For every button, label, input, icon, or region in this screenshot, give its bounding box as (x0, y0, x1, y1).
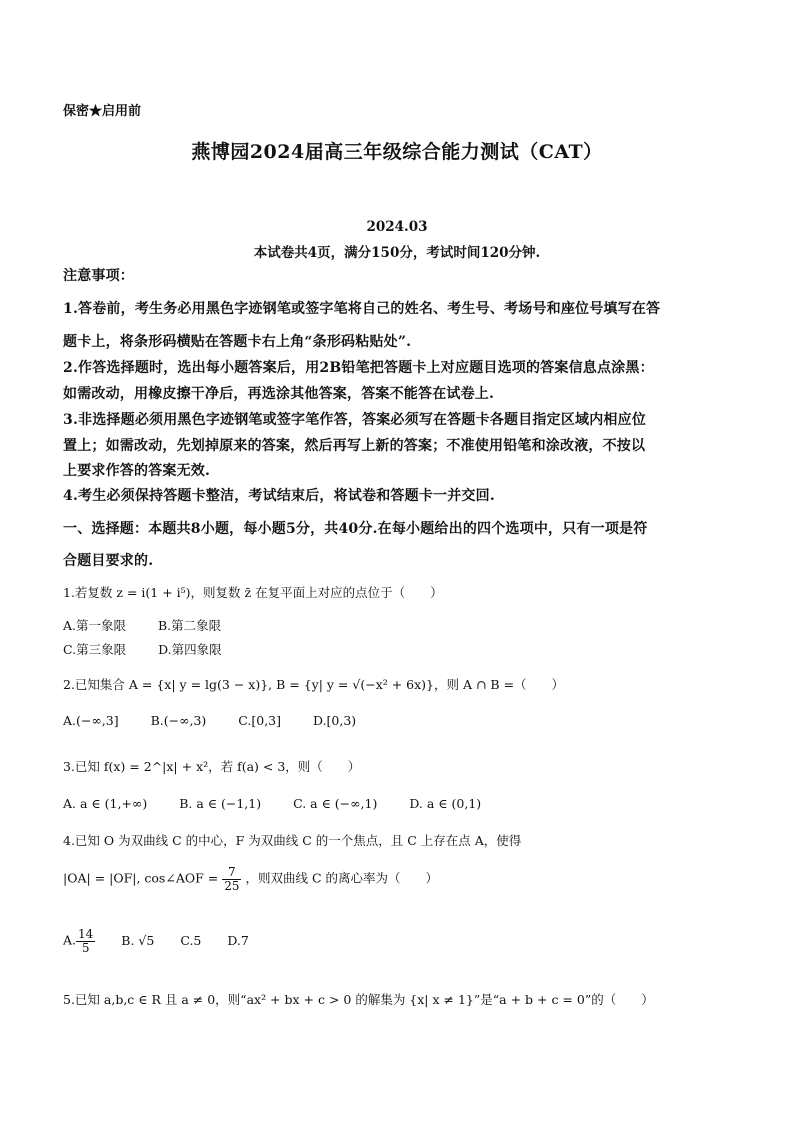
question-4-options (63, 928, 277, 954)
fraction-denominator: 25 (224, 878, 240, 893)
question-1-option-b[interactable]: B.第二象限 (158, 618, 222, 633)
question-2-stem: 2.已知集合 A = {x| y = lg(3 − x)}, B = {y| y = √(−x² + 6x)}，则 A ∩ B =（ ） (63, 677, 565, 692)
question-4-condition: |OA| = |OF|, cos∠AOF = (63, 870, 219, 886)
section-heading-b: 合题目要求的. (63, 553, 154, 569)
question-2-options (63, 713, 384, 728)
question-4-cos-fraction (222, 866, 241, 892)
question-2-option-c[interactable]: C.[0,3] (238, 713, 282, 728)
question-3-stem: 3.已知 f(x) = 2^|x| + x²，若 f(a) < 3，则（ ） (63, 759, 361, 774)
note-item-3a: 3.非选择题必须用黑色字迹钢笔或签字笔作答，答案必须写在答题卡各题目指定区域内相应位 (63, 412, 647, 428)
fraction-denominator: 5 (81, 940, 90, 955)
question-4-option-c[interactable]: C.5 (180, 932, 202, 948)
confidential-label: 保密★启用前 (63, 104, 142, 119)
question-1-option-a[interactable]: A.第一象限 (63, 618, 127, 633)
question-4-option-a[interactable] (63, 928, 95, 954)
question-4-stem-a: 4.已知 O 为双曲线 C 的中心，F 为双曲线 C 的一个焦点，且 C 上存在点 A，使得 (63, 833, 522, 848)
question-4-option-d[interactable]: D.7 (227, 932, 249, 948)
note-item-3b: 置上；如需改动，先划掉原来的答案，然后再写上新的答案；不准使用铅笔和涂改液，不按以 (63, 438, 646, 454)
note-item-2b: 如需改动，用橡皮擦干净后，再选涂其他答案，答案不能答在试卷上. (63, 386, 495, 402)
question-4-option-b[interactable]: B. √5 (121, 932, 155, 948)
section-heading-a: 一、选择题：本题共8小题，每小题5分，共40分.在每小题给出的四个选项中，只有一项是符 (63, 521, 648, 537)
question-3-options (63, 796, 509, 811)
question-3-option-b[interactable]: B. a ∈ (−1,1) (179, 796, 262, 811)
question-2-option-d[interactable]: D.[0,3) (313, 713, 357, 728)
note-item-1a: 1.答卷前，考生务必用黑色字迹钢笔或签字笔将自己的姓名、考生号、考场号和座位号填写在答 (63, 301, 661, 317)
note-item-1b: 题卡上，将条形码横贴在答题卡右上角“条形码粘贴处”. (63, 334, 412, 350)
question-1-option-d[interactable]: D.第四象限 (158, 642, 222, 657)
note-item-2a: 2.作答选择题时，选出每小题答案后，用2B铅笔把答题卡上对应题目选项的答案信息点涂黑： (63, 360, 654, 376)
question-3-option-c[interactable]: C. a ∈ (−∞,1) (293, 796, 378, 811)
question-1-options-row2 (63, 640, 250, 658)
note-item-4: 4.考生必须保持答题卡整洁，考试结束后，将试卷和答题卡一并交回. (63, 488, 495, 504)
question-1-option-c[interactable]: C.第三象限 (63, 642, 127, 657)
question-4-stem-b (63, 866, 438, 892)
exam-date: 2024.03 (366, 219, 428, 235)
fraction-numerator: 14 (78, 927, 94, 941)
option-a-label: A. (63, 932, 77, 948)
question-3-option-d[interactable]: D. a ∈ (0,1) (409, 796, 482, 811)
question-5-stem: 5.已知 a,b,c ∈ R 且 a ≠ 0，则“ax² + bx + c > 0 的解集为 {x| x ≠ 1}”是“a + b + c = 0”的（ ） (63, 992, 654, 1007)
question-1-stem: 1.若复数 z = i(1 + i⁵)，则复数 z̄ 在复平面上对应的点位于（ ） (63, 585, 443, 600)
page-title: 燕博园2024届高三年级综合能力测试（CAT） (191, 141, 603, 163)
question-2-option-a[interactable]: A.(−∞,3] (63, 713, 119, 728)
fraction-numerator: 7 (222, 866, 241, 880)
exam-info: 本试卷共4页，满分150分，考试时间120分钟. (253, 245, 541, 261)
question-4-ask: ，则双曲线 C 的离心率为（ ） (245, 870, 438, 886)
note-item-3c: 上要求作答的答案无效. (63, 463, 211, 479)
question-1-options-row1 (63, 616, 249, 634)
notes-heading: 注意事项： (63, 268, 134, 284)
option-a-fraction (76, 928, 95, 954)
question-2-option-b[interactable]: B.(−∞,3) (150, 713, 207, 728)
question-3-option-a[interactable]: A. a ∈ (1,+∞) (63, 796, 148, 811)
